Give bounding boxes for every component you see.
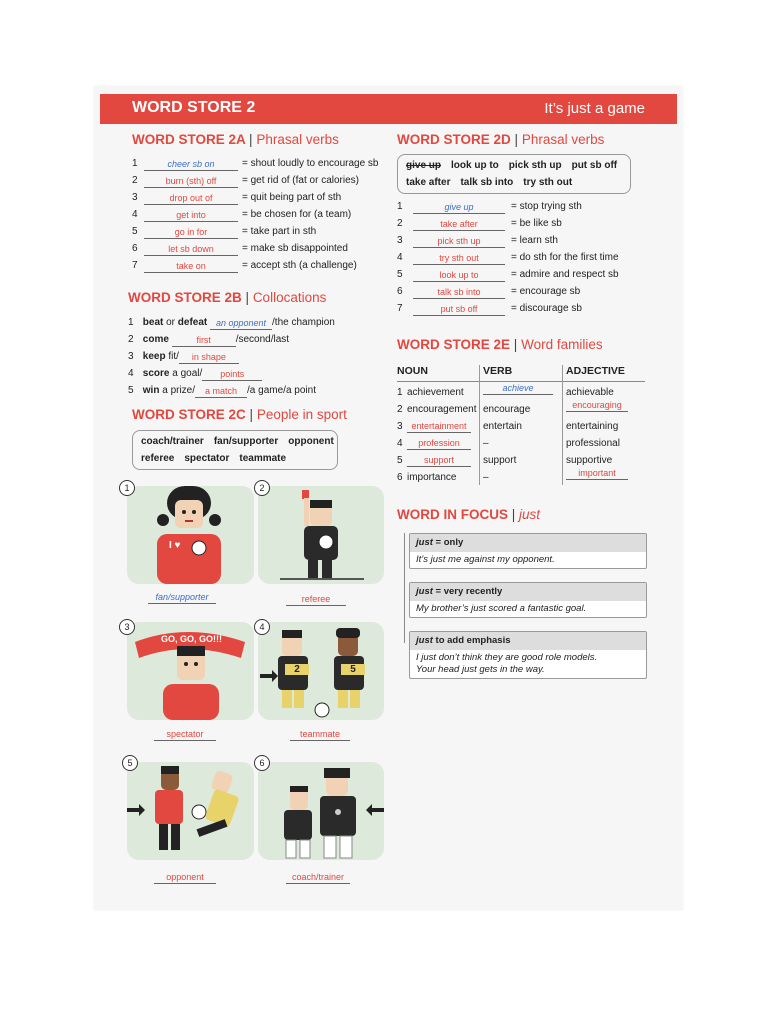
collocation-word: win [142,385,160,396]
definition: = learn sth [511,235,558,246]
verb-cell: – [483,438,489,449]
focus-box-header [410,632,646,650]
answer-blank: points [202,368,262,381]
row-number: 4 [397,438,403,449]
focus-title: WORD IN FOCUS [397,507,508,522]
picture-coach [258,762,384,860]
definition: = be like sb [511,218,562,229]
definition: = accept sth (a challenge) [242,260,357,271]
example-sentence: It’s just me against my opponent. [416,554,555,565]
collocation-word: keep [142,351,166,362]
spectator-banner-text: GO, GO, GO!!! [161,634,222,644]
collocation-rest: /the champion [272,317,335,328]
ws2a-title: WORD STORE 2A [132,132,246,147]
focus-meaning: = very recently [432,586,503,597]
row-number: 5 [397,269,403,280]
collocation-pre: fit/ [165,351,179,362]
col-noun-header: NOUN [397,365,428,377]
focus-keyword: just [416,537,433,548]
verb-cell: achieve [483,382,553,395]
ws2e-subtitle: Word families [521,337,603,352]
word-chip: fan/supporter [213,436,279,447]
row-number: 3 [397,421,403,432]
row-number: 3 [397,235,403,246]
row-number: 2 [397,404,403,415]
caption-fan: fan/supporter [148,591,216,604]
ws2d-title: WORD STORE 2D [397,132,511,147]
ws2e-title: WORD STORE 2E [397,337,511,352]
row-number: 6 [397,286,403,297]
caption-opponent: opponent [154,871,216,884]
ws2a-row [132,174,359,188]
row-number: 3 [128,351,134,362]
noun-cell: achievement [407,387,464,398]
word-chip: give up [406,160,442,171]
ws2a-row [132,259,357,273]
picture-teammate [258,622,384,720]
word-chip: opponent [288,436,334,447]
picture-fan [127,486,254,584]
definition: = get rid of (fat or calories) [242,175,359,186]
ws2d-row [397,234,558,248]
focus-box [409,631,647,679]
ws2b-row-5 [128,384,316,398]
ws2d-word-box [397,154,631,194]
example-sentence: I just don’t think they are good role models. [416,652,598,663]
example-sentence: Your head just gets in the way. [416,664,545,675]
row-number: 4 [397,252,403,263]
connector: or [163,317,178,328]
definition: = encourage sb [511,286,581,297]
focus-keyword: just [416,586,433,597]
focus-connector [404,533,405,643]
collocation-word: score [142,368,170,379]
noun-cell: entertainment [407,420,471,433]
definition: = stop trying sth [511,201,582,212]
answer-blank: talk sb into [413,286,505,299]
fan-shirt-text: I ♥ [169,540,181,551]
ws2a-row [132,225,316,239]
focus-box-header [410,534,646,552]
answer-blank: let sb down [144,243,238,256]
caption-spectator: spectator [154,728,216,741]
collocation-pre: a goal/ [169,368,203,379]
picture-opponent [127,762,254,860]
verb-cell: support [483,455,517,466]
focus-box [409,582,647,618]
focus-box-header [410,583,646,601]
teammate-illustration [258,622,384,720]
row-number: 5 [132,226,138,237]
definition: = discourage sb [511,303,582,314]
ws2b-subtitle: Collocations [252,290,327,305]
focus-box-body [410,601,646,617]
adjective-cell: important [566,467,628,480]
row-number: 4 [128,368,134,379]
ws2a-row [132,208,351,222]
word-chip: spectator [184,453,230,464]
table-divider [479,365,480,485]
definition: = do sth for the first time [511,252,619,263]
adjective-cell: encouraging [566,399,628,412]
answer-blank: go in for [144,226,238,239]
answer-blank: take after [413,218,505,231]
row-number: 1 [397,387,403,398]
word-chip: take after [406,177,451,188]
word-chip: pick sth up [508,160,562,171]
ws2d-row [397,217,562,231]
table-divider [562,365,563,485]
ws2d-row [397,268,619,282]
opponent-illustration [127,762,254,860]
caption-referee: referee [286,593,346,606]
row-number: 2 [128,334,134,345]
adjective-cell: achievable [566,387,614,398]
row-number: 7 [132,260,138,271]
word-chip: put sb off [571,160,618,171]
ws2b-heading: WORD STORE 2B | Collocations [128,290,327,305]
definition: = take part in sth [242,226,317,237]
answer-blank: an opponent [210,317,272,330]
row-number: 1 [132,158,138,169]
definition: = shout loudly to encourage sb [242,158,379,169]
adjective-cell: entertaining [566,421,619,432]
focus-meaning: = only [432,537,464,548]
fan-illustration [127,486,254,584]
row-number: 5 [397,455,403,466]
noun-cell: importance [407,472,457,483]
ws2b-row-1 [128,316,335,330]
answer-blank: in shape [179,351,239,364]
row-number: 1 [397,201,403,212]
ws2b-row-2 [128,333,289,347]
collocation-rest: /a game/a point [247,385,316,396]
verb-cell: – [483,472,489,483]
row-number: 6 [132,243,138,254]
focus-meaning: to add emphasis [432,635,511,646]
row-number: 2 [397,218,403,229]
answer-blank: cheer sb on [144,158,238,171]
definition: = admire and respect sb [511,269,619,280]
ws2c-subtitle: People in sport [256,407,347,422]
ws2b-row-3 [128,350,239,364]
noun-cell: support [407,454,471,467]
picture-spectator [127,622,254,720]
ws2d-heading: WORD STORE 2D | Phrasal verbs [397,132,605,147]
picture-number: 4 [254,619,270,635]
word-chip: try sth out [523,177,573,188]
ws2a-row [132,157,378,171]
answer-blank: look up to [413,269,505,282]
row-number: 4 [132,209,138,220]
answer-blank: get into [144,209,238,222]
coach-illustration [258,762,384,860]
verb-cell: encourage [483,404,531,415]
answer-blank: try sth out [413,252,505,265]
answer-blank: burn (sth) off [144,175,238,188]
answer-blank: take on [144,260,238,273]
col-adjective-header: ADJECTIVE [566,365,625,377]
collocation-word: come [142,334,169,345]
focus-box-body [410,552,646,568]
ws2d-row [397,302,582,316]
definition: = make sb disappointed [242,243,348,254]
ws2c-heading: WORD STORE 2C | People in sport [132,407,347,422]
word-chip: referee [141,453,175,464]
example-sentence: My brother’s just scored a fantastic goal. [416,603,587,614]
ws2d-row [397,200,582,214]
row-number: 1 [128,317,134,328]
picture-number: 5 [122,755,138,771]
ws2d-subtitle: Phrasal verbs [521,132,605,147]
focus-heading: WORD IN FOCUS | just [397,507,541,522]
collocation-word: beat [142,317,164,328]
answer-blank: a match [195,385,247,398]
definition: = quit being part of sth [242,192,342,203]
ws2b-row-4 [128,367,262,381]
header-banner [100,94,677,124]
shirt-number: 5 [341,664,365,675]
row-number: 2 [132,175,138,186]
answer-blank: put sb off [413,303,505,316]
focus-word: just [519,507,541,522]
picture-number: 3 [119,619,135,635]
ws2c-title: WORD STORE 2C [132,407,246,422]
ws2d-row [397,285,580,299]
verb-cell: entertain [483,421,522,432]
ws2a-subtitle: Phrasal verbs [256,132,339,147]
ws2c-word-box [132,430,338,470]
ws2b-title: WORD STORE 2B [128,290,242,305]
ws2d-row [397,251,619,265]
ws2a-heading: WORD STORE 2A | Phrasal verbs [132,132,339,147]
definition: = be chosen for (a team) [242,209,352,220]
ws2a-row [132,242,348,256]
answer-blank: first [172,334,236,347]
row-number: 3 [132,192,138,203]
answer-blank: give up [413,201,505,214]
picture-referee [258,486,384,584]
col-verb-header: VERB [483,365,513,377]
noun-cell: encouragement [407,404,477,415]
caption-teammate: teammate [290,728,350,741]
row-number: 6 [397,472,403,483]
picture-number: 6 [254,755,270,771]
ws2a-row [132,191,341,205]
word-chip: coach/trainer [141,436,204,447]
focus-box [409,533,647,569]
adjective-cell: professional [566,438,620,449]
collocation-pre: a prize/ [159,385,196,396]
focus-box-body [410,650,646,678]
picture-number: 2 [254,480,270,496]
row-number: 5 [128,385,134,396]
collocation-rest: /second/last [235,334,290,345]
ws2e-heading: WORD STORE 2E | Word families [397,337,603,352]
shirt-number: 2 [285,664,309,675]
answer-blank: drop out of [144,192,238,205]
picture-number: 1 [119,480,135,496]
focus-keyword: just [416,635,433,646]
row-number: 7 [397,303,403,314]
word-chip: teammate [239,453,287,464]
header-subtitle: It’s just a game [544,100,645,117]
noun-cell: profession [407,437,471,450]
caption-coach: coach/trainer [286,871,350,884]
word-chip: talk sb into [460,177,514,188]
answer-blank: pick sth up [413,235,505,248]
word-chip: look up to [451,160,499,171]
referee-illustration [258,486,384,584]
collocation-word: defeat [177,317,208,328]
header-title: WORD STORE 2 [132,99,256,116]
adjective-cell: supportive [566,455,613,466]
